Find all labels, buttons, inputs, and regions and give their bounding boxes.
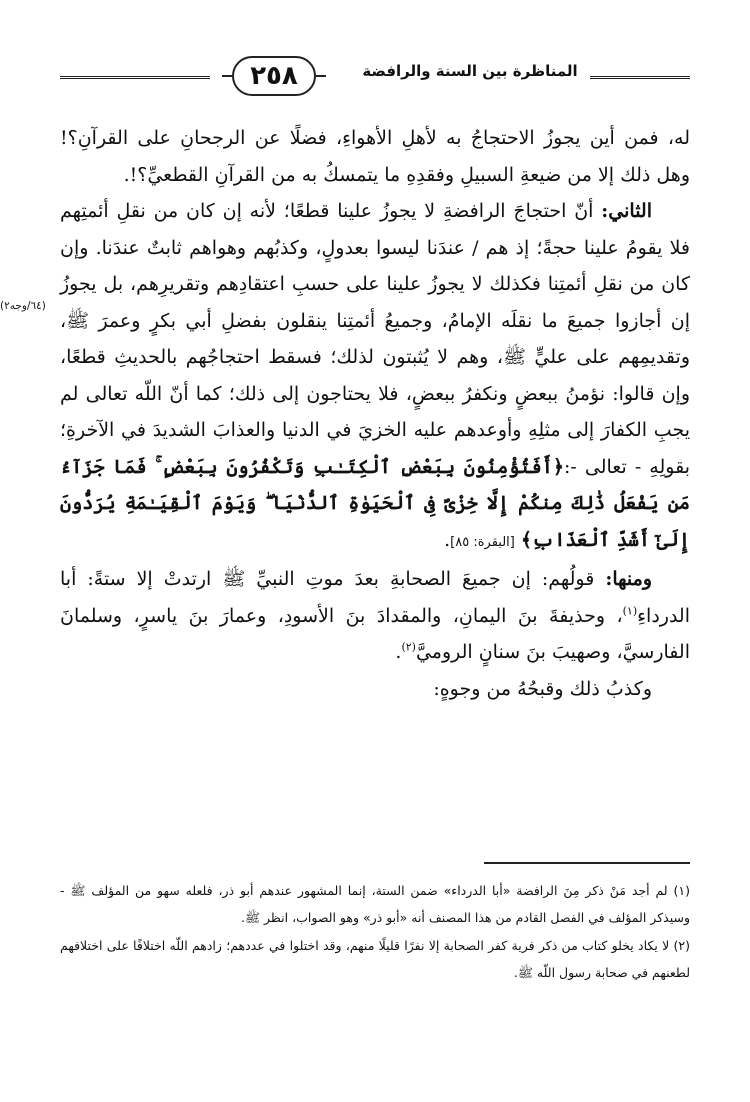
footnote-separator (484, 862, 690, 864)
footnote-2-marker: (٢) (673, 938, 690, 953)
footnote-ref-1[interactable]: (١) (622, 604, 638, 618)
page-header (60, 52, 690, 102)
header-rule-left (60, 76, 210, 79)
running-title: المناظرة بين السنة والرافضة (362, 62, 578, 80)
among-claims-heading: ومنها: (605, 568, 653, 590)
quran-citation: [البقرة: ٨٥] (450, 534, 515, 550)
paragraph-among-claims (60, 561, 690, 671)
among-claims-body-b: ، وحذيفةَ بنَ اليمانِ، والمقدادَ بنَ الأسودِ، وعمارَ بنَ ياسرٍ، وسلمانَ الفارسيَّ، وصهيبَ بنَ سنانٍ الروميَّ (60, 604, 690, 663)
second-point-body: أنّ احتجاجَ الرافضةِ لا يجوزُ علينا قطعًا؛ لأنه إن كان من نقلِ أئمتِهم فلا يقومُ علينا حجةً؛ إذ هم / عندَنا ليسوا بعدولٍ، وكذبُهم وهواهم ثابتٌ عندَنا. وإن كان من نقلِ أئمتِنا فكذلك لا يجوزُ علينا على حسبِ اعتقادِهم وتقريرِهم، بل يجوزُ إن أجازوا جميعَ ما نقلَه الإمامُ، وجميعُ أئمتِنا ينقلون بفضلِ أبي بكرٍ وعمرَ ﷺ، وتقديمِهم على عليٍّ ﷺ، وهم لا يُثبتون لذلك؛ فسقط احتجاجُهم بالحديثِ قطعًا، وإن قالوا: نؤمنُ ببعضٍ ونكفرُ ببعضٍ، فلا يحتاجون إلى ذلك؛ كما أنّ اللّه تعالى لم يجبِ الكفارَ إلى مثلِهِ وأوعدهم عليه الخزيَ في الدنيا والعذابَ الشديدَ في الآخرةِ؛ بقولِهِ - تعالى -: (60, 200, 690, 478)
footnote-1-text: لم أجد مَنْ ذكر مِنَ الرافضة «أبا الدرداء» ضمن الستة، إنما المشهور عندهم أبو ذر، فلعله سهو من المؤلف ﷺ - وسيذكر المؤلف في الفصل القادم من هذا المصنف أنه «أبو ذر» وهو الصواب، انظر ﷺ. (60, 883, 690, 925)
footnote-1 (60, 878, 690, 931)
header-rule-right (590, 76, 690, 79)
main-text (60, 120, 690, 707)
footnote-1-marker: (١) (673, 883, 690, 898)
paragraph-continuation: له، فمن أين يجوزُ الاحتجاجُ به لأهلِ الأهواءِ، فضلًا عن الرجحانِ على القرآنِ؟! وهل ذلك إلا من ضيعةِ السبيلِ وفقدِهِ ما يتمسكُ به من القرآنِ القطعيِّ؟!. (60, 127, 690, 186)
paragraph-second-point: الثاني: أنّ احتجاجَ الرافضةِ لا يجوزُ علينا قطعًا؛ لأنه إن كان من نقلِ أئمتِهم فلا يقومُ علينا حجةً؛ إذ هم / عندَنا ليسوا بعدولٍ، وكذبُهم وهواهم ثابتٌ عندَنا. وإن كان من نقلِ أئمتِنا فكذلك لا يجوزُ علينا على حسبِ اعتقادِهم وتقريرِهم، بل يجوزُ إن أجازوا جميعَ ما نقلَه الإمامُ، وجميعُ أئمتِنا ينقلون بفضلِ أبي بكرٍ وعمرَ ﷺ، وتقديمِهم على عليٍّ ﷺ، وهم لا يُثبتون لذلك؛ فسقط احتجاجُهم بالحديثِ قطعًا، وإن قالوا: نؤمنُ ببعضٍ ونكفرُ ببعضٍ، فلا يحتاجون إلى ذلك؛ كما أنّ اللّه تعالى لم يجبِ الكفارَ إلى مثلِهِ وأوعدهم عليه الخزيَ في الدنيا والعذابَ الشديدَ في الآخرةِ؛ بقولِهِ - تعالى -:﴿أَفَتُؤْمِنُونَ بِبَعْضِ ٱلْكِتَـٰبِ وَتَكْفُرُونَ بِبَعْضٍ ۚ فَمَا جَزَآءُ مَن يَفْعَلُ ذَٰلِكَ مِنكُمْ إِلَّا خِزْىٌ فِى ٱلْحَيَوٰةِ ٱلدُّنْيَا ۖ وَيَوْمَ ٱلْقِيَـٰمَةِ يُرَدُّونَ إِلَىٰٓ أَشَدِّ ٱلْعَذَابِ﴾ [البقرة: ٨٥]. (60, 200, 690, 551)
footnote-ref-2[interactable]: (٢) (401, 640, 416, 654)
among-claims-body-a: قولُهم: إن جميعَ الصحابةِ بعدَ موتِ النبيِّ ﷺ ارتدتْ إلا ستةً: أبا الدرداءِ (60, 568, 690, 627)
margin-manuscript-note: (٦٤/وجه٢) (0, 300, 46, 312)
second-point-heading: الثاني: (601, 200, 652, 222)
footnote-2 (60, 933, 690, 986)
footnote-2-text: لا يكاد يخلو كتاب من ذكر فرية كفر الصحابة إلا نفرًا قليلًا منهم، وقد اختلوا في عددهم؛ زادهم اللّه اختلافًا على اختلافهم لطعنهم في صحابة رسول اللّه ﷺ. (60, 938, 690, 980)
paragraph-refutation-intro: وكذبُ ذلك وقبحُهُ من وجوهٍ: (433, 677, 652, 700)
page-number: ٢٥٨ (232, 56, 316, 96)
among-claims-end: . (395, 641, 402, 663)
quran-verse: ﴿أَفَتُؤْمِنُونَ بِبَعْضِ ٱلْكِتَـٰبِ وَتَكْفُرُونَ بِبَعْضٍ ۚ فَمَا جَزَآءُ مَن يَفْعَلُ ذَٰلِكَ مِنكُمْ إِلَّا خِزْىٌ فِى ٱلْحَيَوٰةِ ٱلدُّنْيَا ۖ وَيَوْمَ ٱلْقِيَـٰمَةِ يُرَدُّونَ إِلَىٰٓ أَشَدِّ ٱلْعَذَابِ﴾ (60, 455, 690, 551)
footnotes (60, 878, 690, 988)
